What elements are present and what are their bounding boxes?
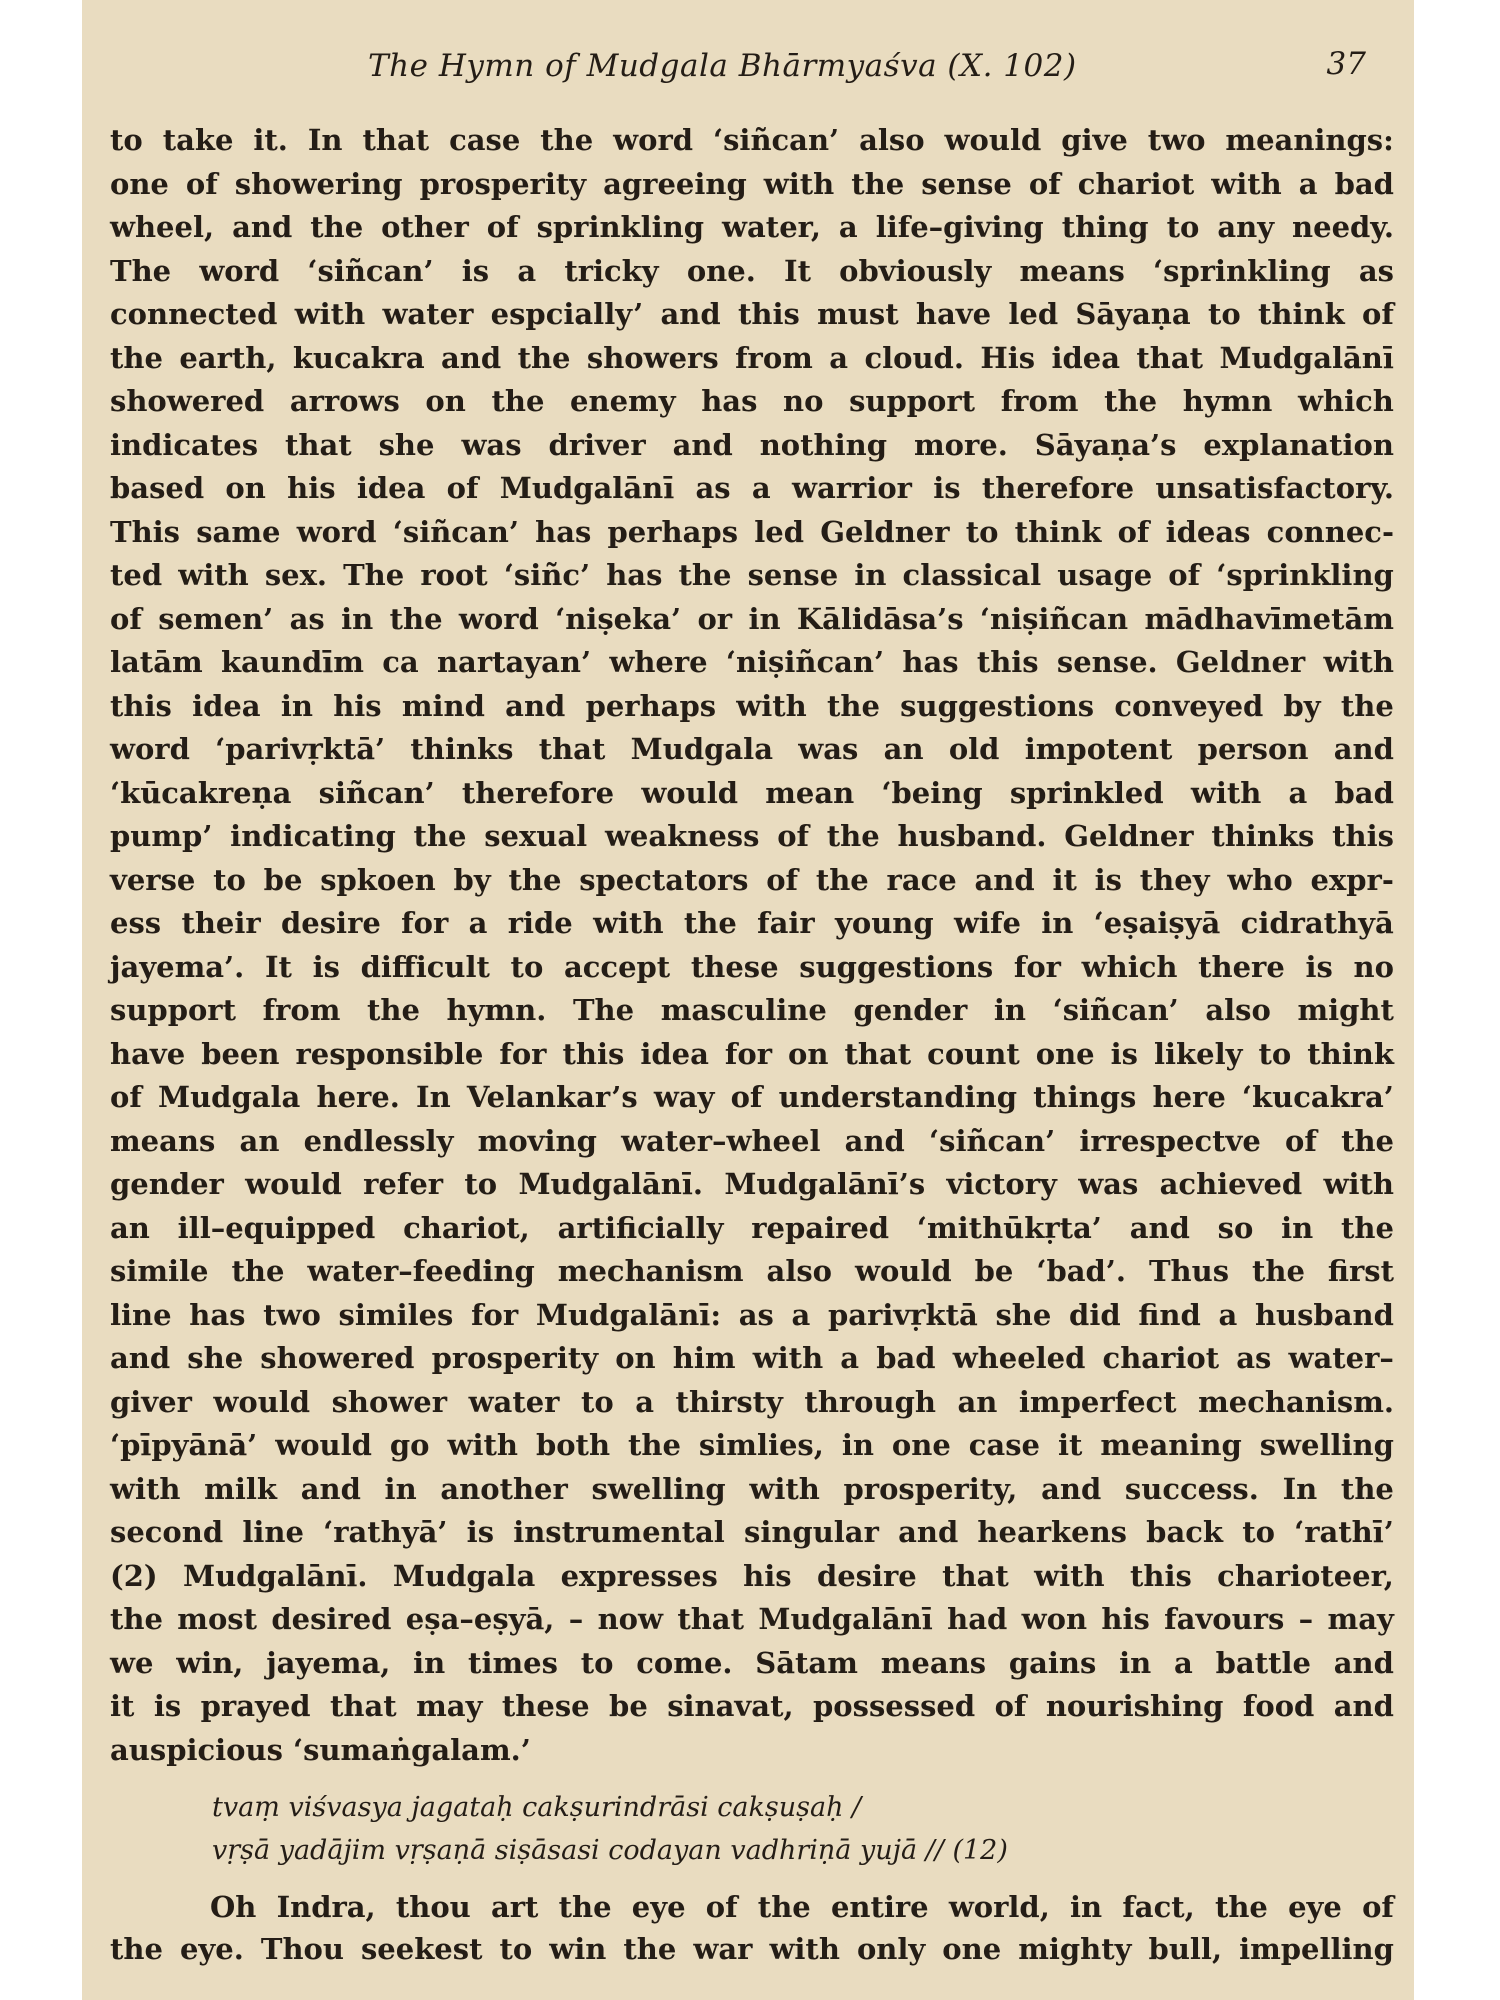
body-text-line: showered arrows on the enemy has no support from the hymn which — [110, 384, 1394, 418]
body-text-line: The word ‘siñcan’ is a tricky one. It obviously means ‘sprinkling as — [110, 253, 1394, 288]
body-text-line: ‘pīpyānā’ would go with both the simlies, in one case it meaning swelling — [110, 1428, 1394, 1462]
body-text-line: of Mudgala here. In Velankar’s way of understanding things here ‘kucakra’ — [110, 1080, 1394, 1114]
verse-line: vṛṣā yadājim vṛṣaṇā siṣāsasi codayan vadhriṇā yujā // (12) — [212, 1835, 1008, 1866]
body-text-line: the earth, kucakra and the showers from a cloud. His idea that Mudgalānī — [110, 340, 1394, 375]
body-text-line: verse to be spkoen by the spectators of the race and it is they who expr- — [110, 862, 1394, 897]
body-text-line: simile the water–feeding mechanism also would be ‘bad’. Thus the first — [110, 1254, 1394, 1288]
sanskrit-verse — [212, 1786, 1312, 1872]
body-text-line: to take it. In that case the word ‘siñcan’ also would give two meanings: — [110, 123, 1394, 157]
body-text-line: giver would shower water to a thirsty through an imperfect mechanism. — [110, 1384, 1394, 1419]
page-header — [82, 40, 1414, 90]
body-text-line: this idea in his mind and perhaps with the suggestions conveyed by the — [110, 688, 1394, 723]
body-text-line: one of showering prosperity agreeing with the sense of chariot with a bad — [110, 166, 1394, 201]
body-text-line: wheel, and the other of sprinkling water, a life–giving thing to any needy. — [110, 210, 1394, 244]
body-text-line: connected with water espcially’ and this must have led Sāyaṇa to think of — [110, 297, 1394, 331]
body-text-line: support from the hymn. The masculine gender in ‘siñcan’ also might — [110, 993, 1394, 1027]
body-text-line: (2) Mudgalānī. Mudgala expresses his desire that with this charioteer, — [110, 1558, 1394, 1593]
book-page — [82, 0, 1414, 2000]
body-text-line: based on his idea of Mudgalānī as a warrior is therefore unsatisfactory. — [110, 471, 1394, 505]
body-text-line: an ill–equipped chariot, artificially repaired ‘mithūkṛta’ and so in the — [110, 1210, 1394, 1245]
body-text-line: second line ‘rathyā’ is instrumental singular and hearkens back to ‘rathī’ — [110, 1515, 1394, 1549]
body-paragraph — [110, 119, 1394, 1772]
body-text-line: pump’ indicating the sexual weakness of the husband. Geldner thinks this — [110, 819, 1394, 853]
body-text-line: word ‘parivṛktā’ thinks that Mudgala was an old impotent person and — [110, 732, 1394, 766]
running-title: The Hymn of Mudgala Bhārmyaśva (X. 102) — [368, 48, 1077, 84]
body-text-line: indicates that she was driver and nothing more. Sāyaṇa’s explanation — [110, 427, 1394, 462]
body-text-line: the most desired eṣa–eṣyā, – now that Mudgalānī had won his favours – may — [110, 1602, 1394, 1636]
body-text-line: with milk and in another swelling with prosperity, and success. In the — [110, 1471, 1394, 1506]
body-text-line: and she showered prosperity on him with a bad wheeled chariot as water– — [110, 1341, 1394, 1375]
body-text-line: of semen’ as in the word ‘niṣeka’ or in Kālidāsa’s ‘niṣiñcan mādhavīmetām — [110, 601, 1394, 636]
body-text-line: ess their desire for a ride with the fair young wife in ‘eṣaiṣyā cidrathyā — [110, 906, 1394, 940]
verse-translation — [110, 1886, 1394, 1970]
verse-line: tvaṃ viśvasya jagataḥ cakṣurindrāsi cakṣuṣaḥ / — [212, 1792, 862, 1823]
body-text-line: line has two similes for Mudgalānī: as a parivṛktā she did find a husband — [110, 1297, 1394, 1332]
body-text-line: have been responsible for this idea for on that count one is likely to think — [110, 1036, 1394, 1071]
body-text-line: it is prayed that may these be sinavat, possessed of nourishing food and — [110, 1689, 1394, 1723]
translation-line: the eye. Thou seekest to win the war with only one mighty bull, impelling — [110, 1932, 1394, 1966]
body-text-line: ted with sex. The root ‘siñc’ has the sense in classical usage of ‘sprinkling — [110, 558, 1394, 592]
body-text-line: This same word ‘siñcan’ has perhaps led Geldner to think of ideas connec- — [110, 514, 1394, 549]
body-text-line: jayema’. It is difficult to accept these suggestions for which there is no — [110, 949, 1394, 984]
translation-line: Oh Indra, thou art the eye of the entire world, in fact, the eye of — [210, 1890, 1394, 1924]
body-text-line: latām kaundīm ca nartayan’ where ‘niṣiñcan’ has this sense. Geldner with — [110, 645, 1394, 679]
body-text-line: auspicious ‘sumaṅgalam.’ — [110, 1732, 531, 1767]
body-text-line: we win, jayema, in times to come. Sātam means gains in a battle and — [110, 1645, 1394, 1680]
body-text-line: ‘kūcakreṇa siñcan’ therefore would mean ‘being sprinkled with a bad — [110, 775, 1394, 810]
body-text-line: means an endlessly moving water–wheel and ‘siñcan’ irrespectve of the — [110, 1123, 1394, 1158]
page-number: 37 — [1326, 46, 1366, 82]
body-text-line: gender would refer to Mudgalānī. Mudgalānī’s victory was achieved with — [110, 1167, 1394, 1201]
